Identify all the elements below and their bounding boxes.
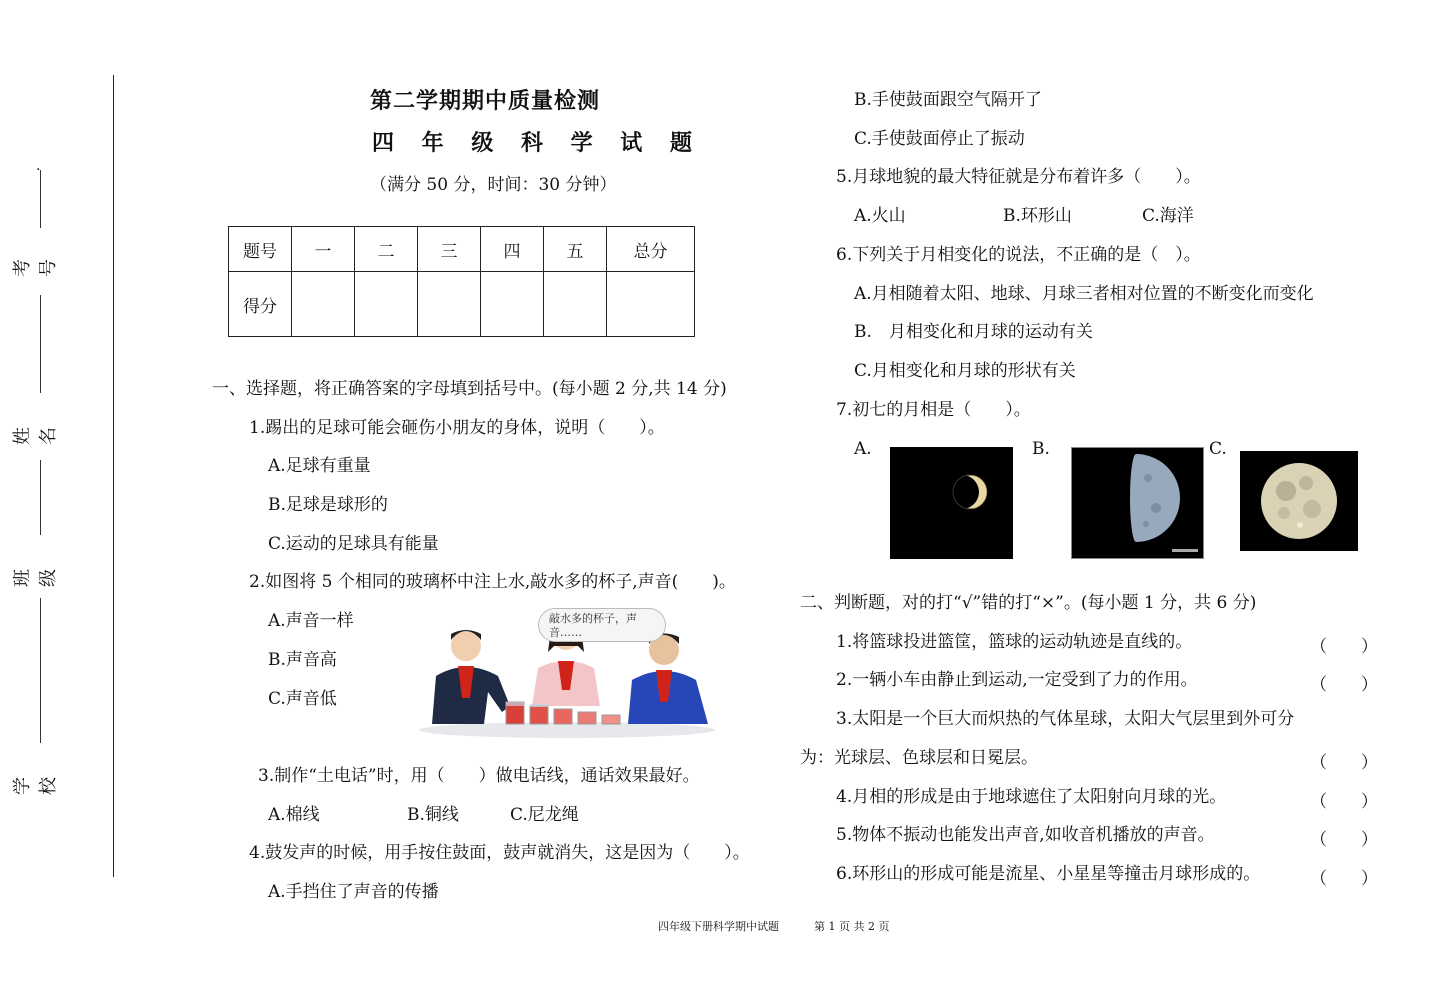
footer bbox=[658, 918, 889, 934]
score-cell[interactable] bbox=[292, 272, 355, 337]
footer-page: 第 1 页 共 2 页 bbox=[814, 920, 890, 933]
footer-course: 四年级下册科学期中试题 bbox=[658, 920, 779, 933]
q1-stem: 1.踢出的足球可能会砸伤小朋友的身体，说明（ ）。 bbox=[249, 418, 665, 438]
judge-item-3-cont: 为：光球层、色球层和日冕层。 bbox=[800, 748, 1038, 768]
moon-image-b bbox=[1071, 447, 1204, 559]
q1-option-a: A.足球有重量 bbox=[268, 456, 371, 476]
binding-exam-no-label: 考号 bbox=[12, 259, 59, 277]
score-cell[interactable] bbox=[418, 272, 481, 337]
dash-line-3 bbox=[40, 460, 41, 535]
score-cell[interactable] bbox=[355, 272, 418, 337]
score-cell[interactable] bbox=[481, 272, 544, 337]
score-header-cell: 三 bbox=[418, 227, 481, 272]
judge-item-2: 2.一辆小车由静止到运动,一定受到了力的作用。 bbox=[836, 670, 1198, 690]
q7-stem: 7.初七的月相是（ ）。 bbox=[836, 400, 1031, 420]
q6-option-b: B. 月相变化和月球的运动有关 bbox=[854, 322, 1093, 342]
q7-option-c-label: C. bbox=[1209, 439, 1227, 459]
q5-option-a: A.火山 bbox=[854, 206, 906, 226]
judge-item-5: 5.物体不振动也能发出声音,如收音机播放的声音。 bbox=[836, 825, 1215, 845]
score-header-cell: 总分 bbox=[607, 227, 695, 272]
judge-item-1: 1.将篮球投进篮筐，篮球的运动轨迹是直线的。 bbox=[836, 632, 1193, 652]
judge-paren-3[interactable]: （ ） bbox=[1310, 753, 1378, 773]
q5-option-b: B.环形山 bbox=[1003, 206, 1072, 226]
exam-title: 第二学期期中质量检测 bbox=[370, 88, 601, 114]
judge-item-6: 6.环形山的形成可能是流星、小星星等撞击月球形成的。 bbox=[836, 864, 1261, 884]
judge-item-4: 4.月相的形成是由于地球遮住了太阳射向月球的光。 bbox=[836, 787, 1227, 807]
moon-image-c bbox=[1240, 451, 1358, 551]
binding-dot: . bbox=[36, 158, 41, 174]
q4-option-b: B.手使鼓面跟空气隔开了 bbox=[854, 90, 1042, 110]
q4-option-a: A.手挡住了声音的传播 bbox=[268, 882, 439, 902]
judge-item-3: 3.太阳是一个巨大而炽热的气体星球，太阳大气层里到外可分 bbox=[836, 709, 1295, 729]
q6-stem: 6.下列关于月相变化的说法，不正确的是（ ）。 bbox=[836, 245, 1201, 265]
dash-line-2 bbox=[40, 295, 41, 393]
exam-info: （满分 50 分，时间：30 分钟） bbox=[370, 175, 617, 195]
q3-option-a: A.棉线 bbox=[268, 805, 320, 825]
score-header-cell: 二 bbox=[355, 227, 418, 272]
q7-option-b-label: B. bbox=[1032, 439, 1050, 459]
binding-class-label: 班级 bbox=[12, 569, 59, 587]
exam-subtitle: 四 年 级 科 学 试 题 bbox=[372, 130, 702, 156]
q2-bubble-text: 敲水多的杯子，声音…… bbox=[549, 612, 637, 639]
score-header-cell: 题号 bbox=[229, 227, 292, 272]
dash-line-4 bbox=[40, 598, 41, 743]
q3-option-c: C.尼龙绳 bbox=[510, 805, 579, 825]
judge-paren-6[interactable]: （ ） bbox=[1310, 869, 1378, 889]
binding-school-label: 学校 bbox=[12, 777, 59, 795]
q3-stem: 3.制作“土电话”时，用（ ）做电话线，通话效果最好。 bbox=[258, 766, 700, 786]
score-row-label: 得分 bbox=[229, 272, 292, 337]
score-header-cell: 五 bbox=[544, 227, 607, 272]
q2-option-b: B.声音高 bbox=[268, 650, 337, 670]
q1-option-b: B.足球是球形的 bbox=[268, 495, 388, 515]
q6-option-a: A.月相随着太阳、地球、月球三者相对位置的不断变化而变化 bbox=[854, 284, 1314, 304]
q3-option-b: B.铜线 bbox=[407, 805, 459, 825]
q6-option-c: C.月相变化和月球的形状有关 bbox=[854, 361, 1076, 381]
score-cell[interactable] bbox=[544, 272, 607, 337]
q5-stem: 5.月球地貌的最大特征就是分布着许多（ ）。 bbox=[836, 167, 1201, 187]
q1-option-c: C.运动的足球具有能量 bbox=[268, 534, 439, 554]
q2-illustration bbox=[418, 606, 716, 738]
q4-stem: 4.鼓发声的时候，用手按住鼓面，鼓声就消失，这是因为（ ）。 bbox=[249, 843, 750, 863]
score-header-cell: 一 bbox=[292, 227, 355, 272]
moon-image-a bbox=[890, 447, 1013, 559]
binding-name-label: 姓名 bbox=[12, 427, 59, 445]
judge-paren-5[interactable]: （ ） bbox=[1310, 830, 1378, 850]
score-header-cell: 四 bbox=[481, 227, 544, 272]
section1-heading: 一、选择题，将正确答案的字母填到括号中。(每小题 2 分,共 14 分) bbox=[212, 379, 727, 399]
score-cell[interactable] bbox=[607, 272, 695, 337]
binding-line bbox=[113, 75, 114, 877]
q2-option-c: C.声音低 bbox=[268, 689, 337, 709]
judge-paren-1[interactable]: （ ） bbox=[1310, 637, 1378, 657]
judge-paren-4[interactable]: （ ） bbox=[1310, 792, 1378, 812]
q2-stem: 2.如图将 5 个相同的玻璃杯中注上水,敲水多的杯子,声音( )。 bbox=[249, 572, 736, 592]
section2-heading: 二、判断题，对的打“√”错的打“×”。(每小题 1 分，共 6 分) bbox=[800, 593, 1257, 613]
dash-line-1 bbox=[40, 170, 41, 228]
score-table bbox=[228, 226, 695, 337]
q7-option-a-label: A. bbox=[854, 439, 872, 459]
q2-option-a: A.声音一样 bbox=[268, 611, 354, 631]
judge-paren-2[interactable]: （ ） bbox=[1310, 675, 1378, 695]
q4-option-c: C.手使鼓面停止了振动 bbox=[854, 129, 1025, 149]
q2-speech-bubble bbox=[538, 608, 666, 642]
q5-option-c: C.海洋 bbox=[1142, 206, 1194, 226]
